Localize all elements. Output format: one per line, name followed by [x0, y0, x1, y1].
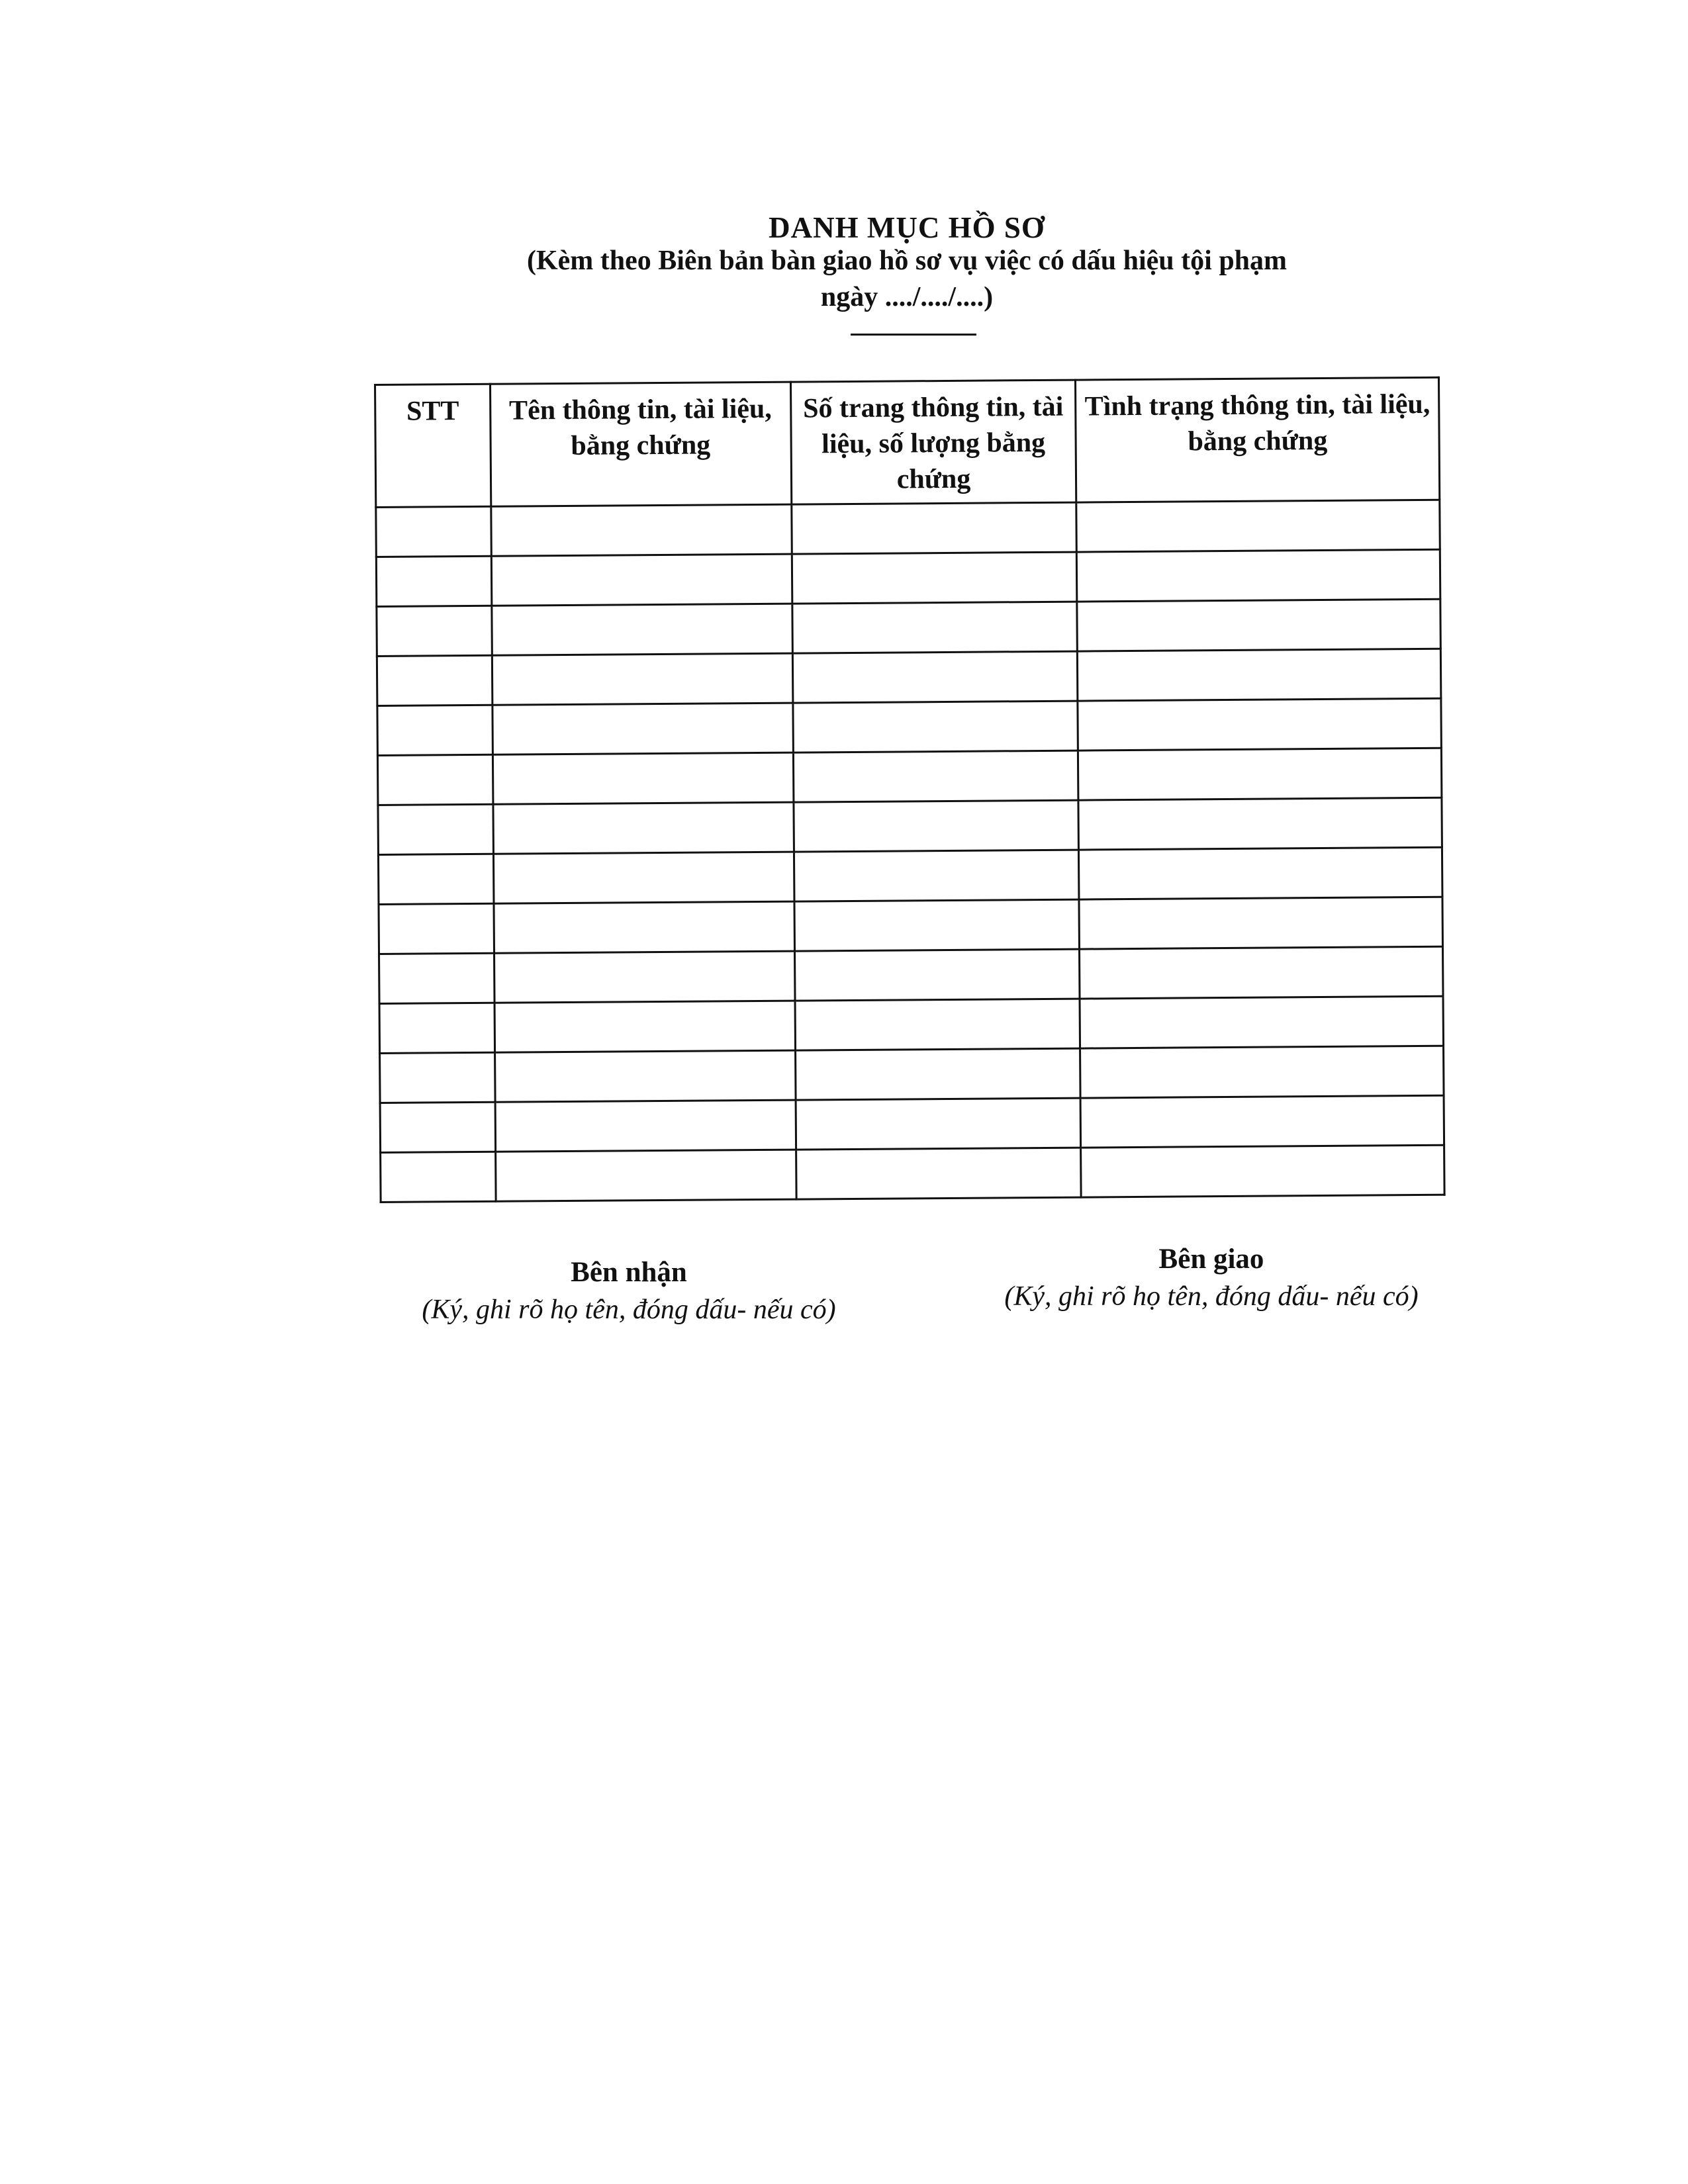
- table-cell: [495, 1100, 796, 1152]
- table-row: [377, 698, 1441, 755]
- receiver-signature-block: [377, 1254, 880, 1328]
- table-cell: [494, 951, 794, 1003]
- table-cell: [377, 606, 492, 656]
- table-cell: [379, 953, 494, 1003]
- table-cell: [1078, 748, 1442, 800]
- table-cell: [491, 554, 792, 606]
- table-body: [376, 500, 1444, 1202]
- table-cell: [795, 1048, 1080, 1100]
- table-row: [379, 946, 1443, 1003]
- table-row: [377, 748, 1441, 805]
- table-cell: [378, 854, 493, 904]
- table-cell: [792, 651, 1078, 703]
- table-cell: [1079, 897, 1442, 949]
- table-row: [379, 996, 1443, 1053]
- table-cell: [1077, 549, 1440, 602]
- table-cell: [492, 752, 793, 804]
- giver-signature-block: [960, 1241, 1463, 1315]
- table-row: [378, 797, 1442, 854]
- document-subtitle: (Kèm theo Biên bản bàn giao hồ sơ vụ việc có dấu hiệu tội phạm: [526, 246, 1288, 276]
- table-cell: [494, 901, 794, 953]
- table-cell: [1077, 599, 1440, 651]
- table-cell: [1079, 847, 1442, 899]
- table-cell: [794, 899, 1079, 951]
- header-page-count: Số trang thông tin, tài liệu, số lượng bằng chứng: [790, 380, 1076, 504]
- table-row: [376, 500, 1440, 557]
- table-cell: [492, 653, 792, 705]
- table-cell: [796, 1148, 1081, 1199]
- title-divider: [851, 334, 976, 336]
- table-cell: [376, 506, 491, 557]
- table-cell: [796, 1098, 1081, 1150]
- table-cell: [492, 703, 793, 754]
- table-cell: [380, 1052, 495, 1103]
- table-cell: [381, 1152, 496, 1202]
- table-cell: [793, 800, 1078, 852]
- table-cell: [377, 655, 492, 705]
- table-cell: [377, 705, 492, 755]
- table-cell: [791, 502, 1076, 554]
- document-title: DANH MỤC HỒ SƠ: [769, 211, 1045, 244]
- table-row: [381, 1145, 1444, 1202]
- table-cell: [377, 754, 492, 805]
- receiver-note: (Ký, ghi rõ họ tên, đóng dấu- nếu có): [422, 1295, 836, 1325]
- table-cell: [792, 552, 1077, 604]
- table-row: [380, 1046, 1444, 1103]
- table-cell: [1080, 1046, 1444, 1098]
- header-stt: STT: [375, 384, 491, 507]
- table-cell: [794, 850, 1079, 901]
- giver-note: (Ký, ghi rõ họ tên, đóng dấu- nếu có): [1004, 1281, 1419, 1312]
- table-cell: [1078, 797, 1442, 850]
- table-row: [379, 897, 1442, 954]
- table-cell: [1081, 1095, 1444, 1148]
- table-cell: [792, 602, 1077, 653]
- table-cell: [494, 1050, 795, 1102]
- document-date-line: ngày ..../..../....): [820, 282, 994, 312]
- table-cell: [379, 1003, 494, 1053]
- receiver-title: Bên nhận: [571, 1257, 687, 1288]
- table-cell: [379, 903, 494, 954]
- table-cell: [495, 1150, 796, 1201]
- records-table: [374, 377, 1446, 1203]
- table-cell: [794, 949, 1080, 1001]
- table-cell: [793, 751, 1078, 802]
- table-row: [380, 1095, 1444, 1152]
- table-cell: [1081, 1145, 1444, 1197]
- table-cell: [380, 1102, 495, 1152]
- table-cell: [491, 504, 792, 556]
- table-cell: [1078, 698, 1441, 751]
- table-row: [377, 599, 1440, 656]
- table-cell: [1080, 996, 1443, 1048]
- table-cell: [376, 556, 491, 606]
- table-cell: [795, 999, 1080, 1050]
- table-row: [377, 649, 1440, 705]
- table-cell: [1078, 649, 1441, 701]
- table-row: [378, 847, 1442, 904]
- table-cell: [492, 604, 792, 655]
- header-document-name: Tên thông tin, tài liệu, bằng chứng: [490, 382, 791, 506]
- table-cell: [494, 1001, 795, 1052]
- header-condition: Tình trạng thông tin, tài liệu, bằng chứng: [1076, 377, 1440, 502]
- giver-title: Bên giao: [1158, 1244, 1264, 1275]
- table-cell: [493, 802, 794, 854]
- table-cell: [378, 804, 493, 854]
- table-row: [376, 549, 1440, 606]
- table-header-row: [375, 377, 1440, 507]
- table-cell: [792, 701, 1078, 752]
- table-cell: [493, 852, 794, 903]
- table-cell: [1080, 946, 1443, 999]
- table-cell: [1076, 500, 1440, 552]
